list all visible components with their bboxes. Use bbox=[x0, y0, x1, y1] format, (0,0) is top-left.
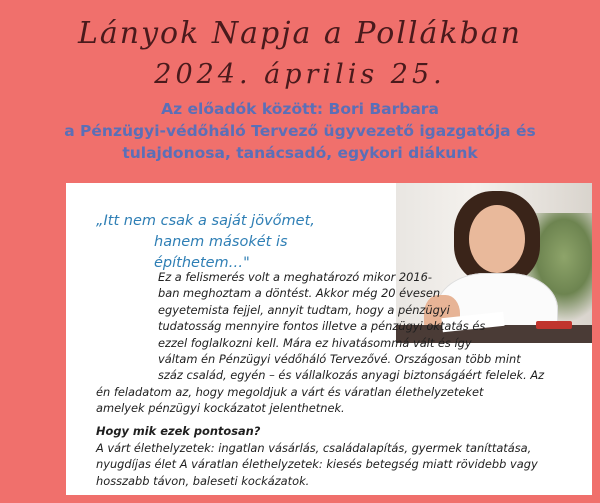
story-line: száz család, egyén – és vállalkozás anyagi biztonságáért felelek. Az bbox=[158, 368, 545, 383]
speaker-intro-line: Az előadók között: Bori Barbara bbox=[161, 100, 439, 118]
question-heading: Hogy mik ezek pontosan? bbox=[96, 424, 261, 438]
quote-line: „Itt nem csak a saját jövőmet, bbox=[96, 213, 315, 229]
story-line: Ez a felismerés volt a meghatározó mikor 2016- bbox=[158, 270, 433, 284]
speaker-intro-line: a Pénzügyi-védőháló Tervező ügyvezető igazgatója és bbox=[64, 122, 536, 140]
story-line: egyetemista fejjel, annyit tudtam, hogy a pénzügyi bbox=[158, 302, 450, 317]
answer-line: hosszabb távon, baleseti kockázatok. bbox=[96, 473, 310, 488]
story-line: tudatosság mennyire fontos illetve a pénzügyi oktatás és bbox=[158, 319, 486, 334]
story-line: ezzel foglalkozni kell. Mára ez hivatásommá vált és így bbox=[158, 335, 472, 350]
story-line: ban meghoztam a döntést. Akkor még 20 évesen bbox=[158, 286, 441, 301]
story-line: amelyek pénzügyi kockázatot jelenthetnek. bbox=[96, 401, 345, 416]
event-date: 2024. április 25. bbox=[154, 59, 446, 90]
story-line: váltam én Pénzügyi védőháló Tervezővé. Országosan több mint bbox=[158, 352, 521, 367]
answer-line: A várt élethelyzetek: ingatlan vásárlás, családalapítás, gyermek taníttatása, bbox=[96, 441, 532, 455]
quote-line: hanem másokét is építhetem…" bbox=[154, 234, 288, 271]
page-title: Lányok Napja a Pollákban bbox=[77, 16, 523, 51]
answer-text bbox=[96, 440, 576, 489]
story-line: én feladatom az, hogy megoldjuk a várt és váratlan élethelyzeteket bbox=[96, 384, 484, 399]
speaker-card bbox=[66, 183, 592, 495]
speaker-intro bbox=[0, 98, 600, 164]
speaker-quote bbox=[96, 211, 386, 274]
speaker-intro-line: tulajdonosa, tanácsadó, egykori diákunk bbox=[122, 144, 478, 162]
speaker-story bbox=[96, 269, 566, 417]
answer-line: nyugdíjas élet A váratlan élethelyzetek: kiesés betegség miatt rövidebb vagy bbox=[96, 457, 538, 472]
